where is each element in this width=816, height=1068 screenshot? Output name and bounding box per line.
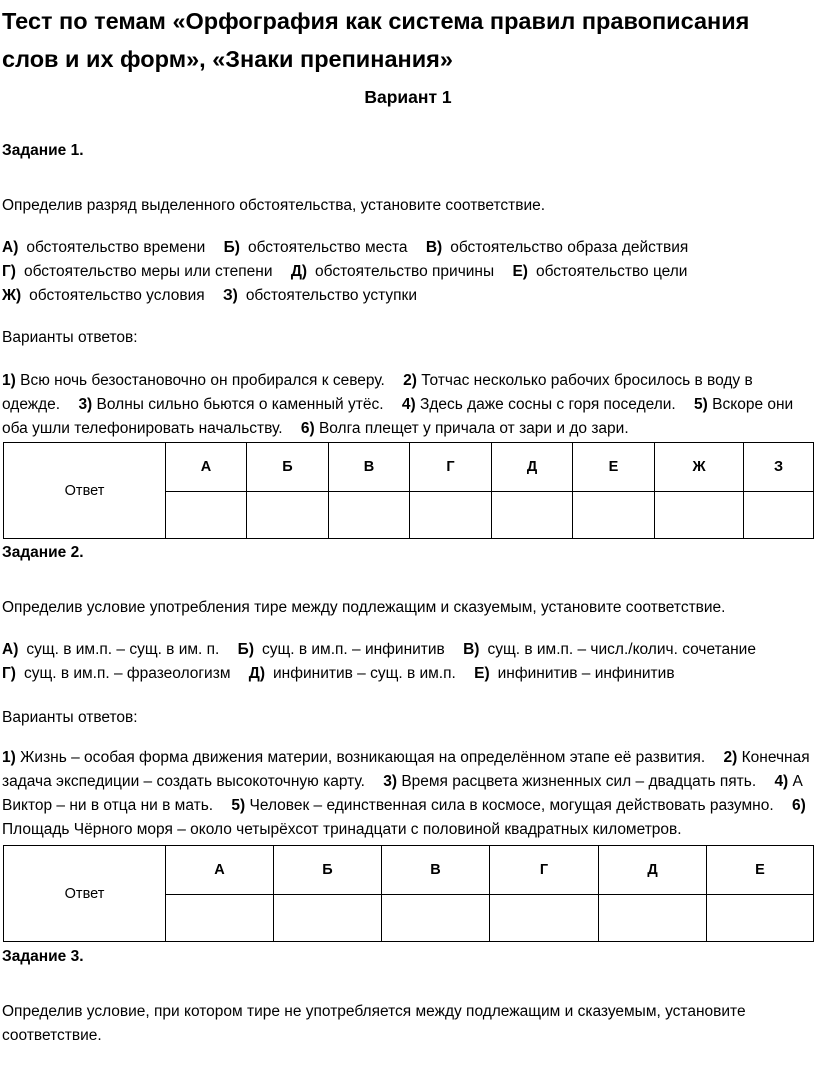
task1-answer: 6) Волга плещет у причала от зари и до зари. bbox=[300, 420, 629, 437]
task2-answer-table bbox=[3, 845, 814, 942]
task2-answers bbox=[2, 746, 814, 842]
column-header: Б bbox=[247, 443, 329, 492]
column-header: Ж bbox=[655, 443, 744, 492]
task2-instruction: Определив условие употребления тире между подлежащим и сказуемым, установите соответствие. bbox=[2, 599, 726, 616]
column-header: Е bbox=[707, 846, 814, 895]
variant-heading: Вариант 1 bbox=[364, 87, 452, 107]
answer-cell[interactable] bbox=[410, 492, 492, 539]
task1-answer: 1) Всю ночь безостановочно он пробирался к северу. bbox=[2, 372, 385, 389]
task1-answer: 5) Вскоре они оба ушли телефонировать начальству. bbox=[2, 396, 794, 437]
column-header: Г bbox=[410, 443, 492, 492]
page-title: Тест по темам «Орфография как система правил правописания слов и их форм», «Знаки препинания» bbox=[2, 8, 750, 72]
task1-answer: 3) Волны сильно бьются о каменный утёс. bbox=[78, 396, 384, 413]
task2-options bbox=[2, 638, 814, 686]
task2-option: Б) сущ. в им.п. – инфинитив bbox=[237, 641, 445, 658]
answer-row-label: Ответ bbox=[4, 443, 166, 539]
column-header: Д bbox=[599, 846, 707, 895]
column-header: Д bbox=[492, 443, 573, 492]
answer-cell[interactable] bbox=[573, 492, 655, 539]
answer-cell[interactable] bbox=[166, 895, 274, 942]
column-header: В bbox=[382, 846, 490, 895]
answer-row-label: Ответ bbox=[4, 846, 166, 942]
task1-option: Д) обстоятельство причины bbox=[290, 263, 495, 280]
task1-answer-table bbox=[3, 442, 814, 539]
task2-answer: 1) Жизнь – особая форма движения материи, возникающая на определённом этапе её развития. bbox=[2, 749, 706, 766]
column-header: Б bbox=[274, 846, 382, 895]
task1-answer: 2) Тотчас несколько рабочих бросилось в воду в одежде. bbox=[2, 372, 753, 413]
task1-option: Б) обстоятельство места bbox=[223, 239, 408, 256]
task1-option: В) обстоятельство образа действия bbox=[425, 239, 689, 256]
task1-answers-heading: Варианты ответов: bbox=[2, 329, 138, 346]
column-header: Е bbox=[573, 443, 655, 492]
answer-cell[interactable] bbox=[707, 895, 814, 942]
answer-cell[interactable] bbox=[382, 895, 490, 942]
task2-option: В) сущ. в им.п. – числ./колич. сочетание bbox=[463, 641, 756, 658]
task1-answer: 4) Здесь даже сосны с горя поседели. bbox=[401, 396, 676, 413]
task2-answer: 6) Площадь Чёрного моря – около четырёхсот тринадцати с половиной квадратных километров. bbox=[2, 797, 806, 838]
task1-instruction: Определив разряд выделенного обстоятельства, установите соответствие. bbox=[2, 197, 546, 214]
task3-instruction: Определив условие, при котором тире не употребляется между подлежащим и сказуемым, установите соответствие. bbox=[2, 1003, 746, 1044]
answer-cell[interactable] bbox=[166, 492, 247, 539]
answer-cell[interactable] bbox=[274, 895, 382, 942]
task2-answer: 2) Конечная задача экспедиции – создать высокоточную карту. bbox=[2, 749, 810, 790]
answer-cell[interactable] bbox=[599, 895, 707, 942]
task2-option: Г) сущ. в им.п. – фразеологизм bbox=[2, 665, 231, 682]
task1-option: А) обстоятельство времени bbox=[2, 239, 206, 256]
column-header: З bbox=[744, 443, 814, 492]
answer-cell[interactable] bbox=[329, 492, 410, 539]
task2-answer: 3) Время расцвета жизненных сил – двадцать пять. bbox=[383, 773, 757, 790]
task2-option: Е) инфинитив – инфинитив bbox=[474, 665, 675, 682]
task1-option: З) обстоятельство уступки bbox=[222, 287, 417, 304]
answer-cell[interactable] bbox=[655, 492, 744, 539]
column-header: В bbox=[329, 443, 410, 492]
task2-answer: 4) А Виктор – ни в отца ни в мать. bbox=[2, 773, 803, 814]
task1-heading: Задание 1. bbox=[2, 142, 84, 159]
task2-heading: Задание 2. bbox=[2, 544, 84, 561]
answer-cell[interactable] bbox=[247, 492, 329, 539]
task2-option: Д) инфинитив – сущ. в им.п. bbox=[248, 665, 456, 682]
column-header: А bbox=[166, 443, 247, 492]
task2-option: А) сущ. в им.п. – сущ. в им. п. bbox=[2, 641, 220, 658]
task1-options bbox=[2, 236, 814, 308]
task2-answer: 5) Человек – единственная сила в космосе, могущая действовать разумно. bbox=[231, 797, 774, 814]
task1-option: Ж) обстоятельство условия bbox=[2, 287, 205, 304]
task1-answers bbox=[2, 369, 814, 441]
answer-cell[interactable] bbox=[490, 895, 599, 942]
task1-option: Е) обстоятельство цели bbox=[512, 263, 688, 280]
answer-cell[interactable] bbox=[744, 492, 814, 539]
column-header: А bbox=[166, 846, 274, 895]
task2-answers-heading: Варианты ответов: bbox=[2, 709, 138, 726]
answer-cell[interactable] bbox=[492, 492, 573, 539]
column-header: Г bbox=[490, 846, 599, 895]
task1-option: Г) обстоятельство меры или степени bbox=[2, 263, 273, 280]
task3-heading: Задание 3. bbox=[2, 948, 84, 965]
